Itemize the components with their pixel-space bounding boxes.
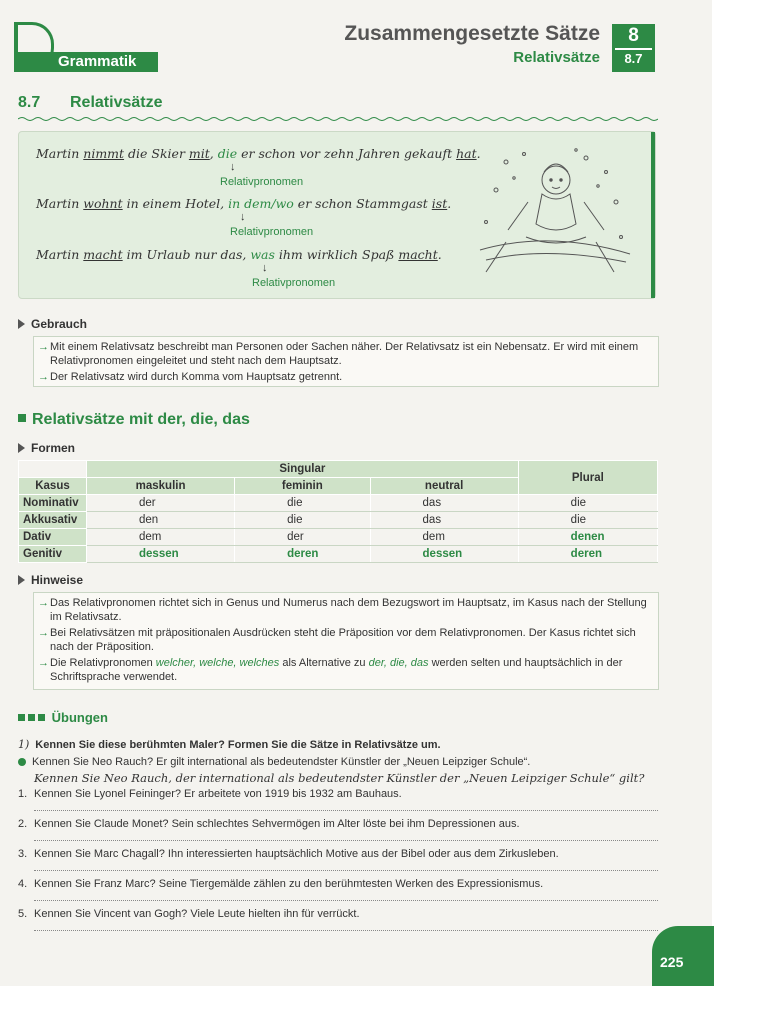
uebungen-heading: [18, 710, 108, 725]
example-2-post: er schon Stammgast: [293, 196, 432, 211]
hinweise-box: [33, 592, 659, 690]
example-1-prep: mit: [188, 146, 210, 161]
table-corner-cell: [19, 461, 87, 478]
hinweise-heading: [18, 573, 83, 587]
kasus-header: Kasus: [19, 478, 87, 495]
answer-line[interactable]: [34, 840, 658, 841]
table-cell: die: [518, 495, 657, 512]
example-2-end-verb: ist: [431, 196, 448, 211]
example-3-pre: Martin: [36, 247, 84, 262]
example-1-mid: die Skier: [124, 146, 189, 161]
example-sentence-2: Martin wohnt in einem Hotel, in dem/wo er schon Stammgast ist.: [36, 196, 452, 211]
example-3-post: ihm wirklich Spaß: [274, 247, 399, 262]
table-cell: das: [370, 512, 518, 529]
gebrauch-box: [33, 336, 659, 387]
section-number: 8.7: [615, 48, 652, 68]
exercise-item: [18, 878, 543, 890]
table-cell: dem: [370, 529, 518, 546]
hinweise-item: → Das Relativpronomen richtet sich in Genus und Numerus nach dem Bezugswort im Hauptsatz, im Kasus nach der Stellung im Relativsatz.: [40, 596, 652, 624]
table-cell: den: [87, 512, 235, 529]
example-3-relpronoun: was: [250, 247, 275, 262]
hinweise-heading-text: Hinweise: [31, 573, 84, 587]
example-1-verb: nimmt: [83, 146, 125, 161]
section-title: [18, 94, 163, 112]
hinweise-3-pre: Die Relativpronomen: [50, 657, 156, 669]
example-exercise: [18, 756, 530, 768]
example-dot-icon: [18, 758, 26, 766]
hinweise-3-alt: der, die, das: [368, 657, 429, 669]
answer-line[interactable]: [34, 810, 658, 811]
example-3-end-verb: macht: [398, 247, 438, 262]
exercise-item: [18, 788, 402, 800]
section-label-bar: [14, 52, 158, 72]
table-cell: das: [370, 495, 518, 512]
feminin-header: feminin: [235, 478, 370, 495]
hinweise-item: → Bei Relativsätzen mit präpositionalen Ausdrücken steht die Präposition vor dem Relativpronomen. Der Kasus richtet sich nach der Präposition.: [40, 626, 652, 654]
hinweise-3-forms: welcher, welche, welches: [155, 657, 280, 669]
exercise-item: [18, 848, 559, 860]
exercise-number: 3.: [18, 848, 28, 860]
answer-line[interactable]: [34, 900, 658, 901]
exercise-number: 2.: [18, 818, 28, 830]
example-box-accent: [651, 132, 655, 298]
arrow-down-icon: ↓: [240, 211, 246, 223]
square-bullet-icon: [18, 714, 25, 721]
arrow-down-icon: ↓: [230, 161, 236, 173]
example-1-post: er schon vor zehn Jahren gekauft: [237, 146, 457, 161]
table-cell: die: [235, 495, 370, 512]
example-sentence-1: Martin nimmt die Skier mit, die er schon vor zehn Jahren gekauft hat.: [36, 146, 481, 161]
triangle-bullet-icon: [18, 443, 25, 453]
arrow-down-icon: ↓: [262, 262, 268, 274]
example-sentence-3: Martin macht im Urlaub nur das, was ihm wirklich Spaß macht.: [36, 247, 442, 262]
example-exercise-text: Kennen Sie Neo Rauch? Er gilt international als bedeutendster Künstler der „Neuen Leipziger Schule“.: [32, 756, 531, 768]
plural-header: Plural: [518, 461, 657, 495]
relative-pronoun-table: [18, 460, 658, 563]
relativ-section-title: [18, 411, 250, 429]
example-answer: Kennen Sie Neo Rauch, der international als bedeutendster Künstler der „Neuen Leipziger Schule“ gilt?: [34, 771, 645, 785]
chapter-subtitle: Relativsätze: [513, 49, 600, 66]
answer-line[interactable]: [34, 870, 658, 871]
section-title-number: 8.7: [18, 94, 41, 111]
exercise-text: Kennen Sie Lyonel Feininger? Er arbeitete von 1919 bis 1932 am Bauhaus.: [34, 788, 402, 800]
table-cell-highlight: dessen: [370, 546, 518, 563]
hinweise-3-mid: als Alternative zu: [279, 657, 369, 669]
example-3-verb: macht: [83, 247, 123, 262]
square-bullet-icon: [28, 714, 35, 721]
example-2-relpronoun: in dem/wo: [228, 196, 294, 211]
kasus-cell: Dativ: [19, 529, 87, 546]
gebrauch-heading: [18, 317, 87, 331]
section-label: Grammatik: [58, 53, 137, 70]
skier-illustration: [466, 142, 632, 282]
formen-heading: [18, 441, 75, 455]
exercise-text: Kennen Sie Franz Marc? Seine Tiergemälde zählen zu den berühmtesten Werken des Expressionismus.: [34, 878, 544, 890]
example-1-end-verb: hat: [456, 146, 477, 161]
table-cell: der: [87, 495, 235, 512]
example-3-label: Relativpronomen: [252, 277, 336, 289]
task-text: Kennen Sie diese berühmten Maler? Formen Sie die Sätze in Relativsätze um.: [35, 739, 441, 751]
table-cell: der: [235, 529, 370, 546]
example-1-relpronoun: die: [217, 146, 238, 161]
table-row: [19, 495, 658, 512]
exercise-text: Kennen Sie Claude Monet? Sein schlechtes Sehvermögen im Alter löste bei ihm Depressionen aus.: [34, 818, 520, 830]
example-3-mid: im Urlaub nur das,: [122, 247, 251, 262]
square-bullet-icon: [38, 714, 45, 721]
example-1-pre: Martin: [36, 146, 84, 161]
exercise-number: 1.: [18, 788, 28, 800]
chapter-number: 8: [628, 25, 639, 46]
exercise-item: [18, 908, 360, 920]
hinweise-3-post: werden selten und hauptsächlich in der Schriftsprache verwendet.: [50, 657, 623, 683]
chapter-number-box: [612, 24, 655, 72]
neutral-header: neutral: [370, 478, 518, 495]
singular-header: Singular: [87, 461, 519, 478]
table-cell: dem: [87, 529, 235, 546]
page-number-tab: [652, 926, 714, 986]
table-header-row: [19, 461, 658, 478]
example-2-verb: wohnt: [83, 196, 123, 211]
exercise-text: Kennen Sie Vincent van Gogh? Viele Leute hielten ihn für verrückt.: [34, 908, 360, 920]
table-cell: die: [235, 512, 370, 529]
gebrauch-heading-text: Gebrauch: [31, 317, 88, 331]
gebrauch-item: → Der Relativsatz wird durch Komma vom Hauptsatz getrennt.: [40, 370, 652, 384]
table-row: [19, 546, 658, 563]
exercise-item: [18, 818, 520, 830]
task-instruction: [18, 738, 441, 751]
table-row: [19, 529, 658, 546]
formen-heading-text: Formen: [31, 441, 76, 455]
gebrauch-item: → Mit einem Relativsatz beschreibt man Personen oder Sachen näher. Der Relativsatz ist ein Nebensatz. Er wird mit einem Relativpronomen eingeleitet und steht nach dem Hauptsatz.: [40, 340, 652, 368]
maskulin-header: maskulin: [87, 478, 235, 495]
triangle-bullet-icon: [18, 319, 25, 329]
relativ-section-title-text: Relativsätze mit der, die, das: [32, 411, 250, 428]
exercise-number: 4.: [18, 878, 28, 890]
kasus-cell: Genitiv: [19, 546, 87, 563]
chapter-title: Zusammengesetzte Sätze: [344, 22, 600, 45]
uebungen-heading-text: Übungen: [51, 710, 108, 725]
kasus-cell: Akkusativ: [19, 512, 87, 529]
example-2-mid: in einem Hotel,: [122, 196, 229, 211]
exercise-number: 5.: [18, 908, 28, 920]
example-2-pre: Martin: [36, 196, 84, 211]
table-cell-highlight: dessen: [87, 546, 235, 563]
exercise-text: Kennen Sie Marc Chagall? Ihn interessierten hauptsächlich Motive aus der Bibel oder aus dem Zirkusleben.: [34, 848, 559, 860]
table-cell-highlight: deren: [518, 546, 657, 563]
example-1-label: Relativpronomen: [220, 176, 304, 188]
section-title-text: Relativsätze: [70, 94, 163, 111]
triangle-bullet-icon: [18, 575, 25, 585]
kasus-cell: Nominativ: [19, 495, 87, 512]
answer-line[interactable]: [34, 930, 658, 931]
task-number: 1): [18, 738, 30, 751]
page-number: 225: [660, 954, 684, 970]
wavy-divider: [18, 116, 658, 122]
example-2-label: Relativpronomen: [230, 226, 314, 238]
hinweise-item-3: [40, 656, 652, 684]
square-bullet-icon: [18, 414, 26, 422]
table-cell-highlight: denen: [518, 529, 657, 546]
table-cell-highlight: deren: [235, 546, 370, 563]
table-cell: die: [518, 512, 657, 529]
table-row: [19, 512, 658, 529]
